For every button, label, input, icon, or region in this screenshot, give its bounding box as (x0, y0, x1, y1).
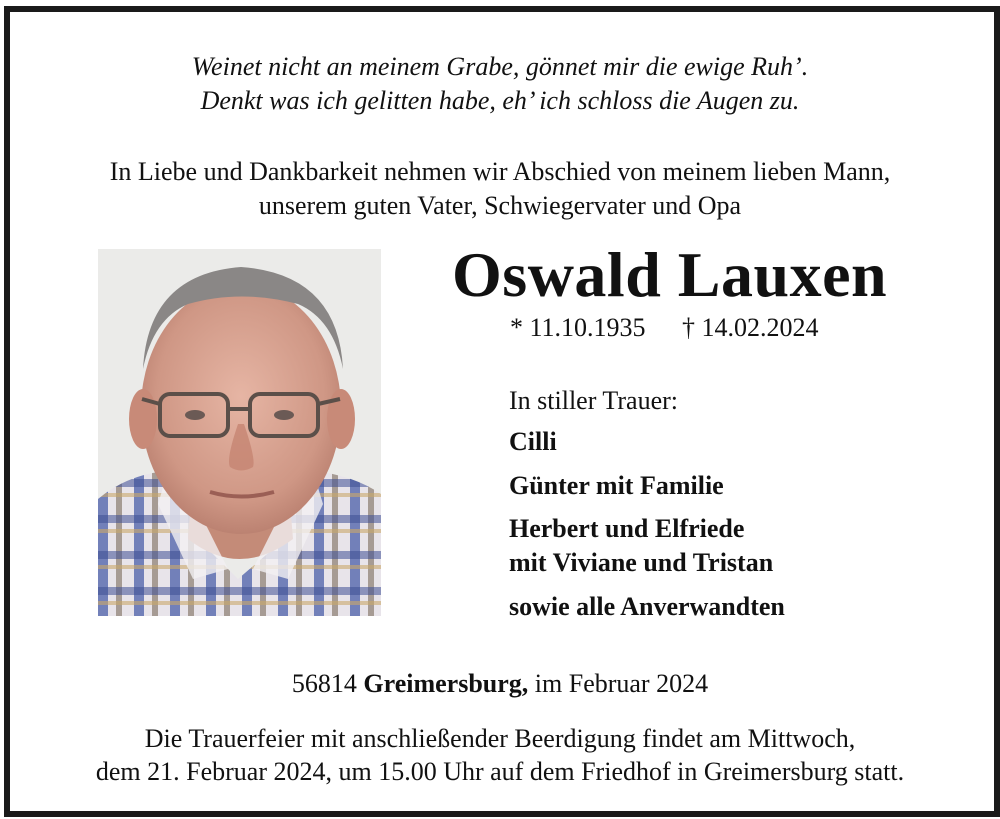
funeral-line-2: dem 21. Februar 2024, um 15.00 Uhr auf dem Friedhof in Greimersburg statt. (95, 757, 905, 786)
birth-date: * 11.10.1935 (510, 313, 646, 342)
place-date: im Februar 2024 (534, 669, 709, 698)
mourner-name: Günter mit Familie (509, 471, 724, 500)
death-date: † 14.02.2024 (682, 313, 819, 342)
poem-line-2: Denkt was ich gelitten habe, eh’ ich schloss die Augen zu. (200, 86, 800, 115)
mourner-name: mit Viviane und Tristan (509, 548, 774, 577)
poem-line-1: Weinet nicht an meinem Grabe, gönnet mir die ewige Ruh’. (191, 52, 809, 81)
town-name: Greimersburg, (363, 669, 529, 698)
intro-line-1: In Liebe und Dankbarkeit nehmen wir Abschied von meinem lieben Mann, (109, 157, 891, 186)
deceased-name: Oswald Lauxen (452, 239, 888, 310)
funeral-line-1: Die Trauerfeier mit anschließender Beerdigung findet am Mittwoch, (144, 724, 856, 753)
mourner-name: Herbert und Elfriede (509, 514, 745, 543)
mourner-name: sowie alle Anverwandten (509, 592, 785, 621)
place-date-line (0, 668, 1000, 700)
postcode: 56814 (291, 669, 357, 698)
portrait-photo (98, 249, 381, 616)
intro-line-2: unserem guten Vater, Schwiegervater und Opa (258, 191, 742, 220)
mourner-name: Cilli (509, 427, 557, 456)
mourners-heading: In stiller Trauer: (509, 386, 678, 415)
